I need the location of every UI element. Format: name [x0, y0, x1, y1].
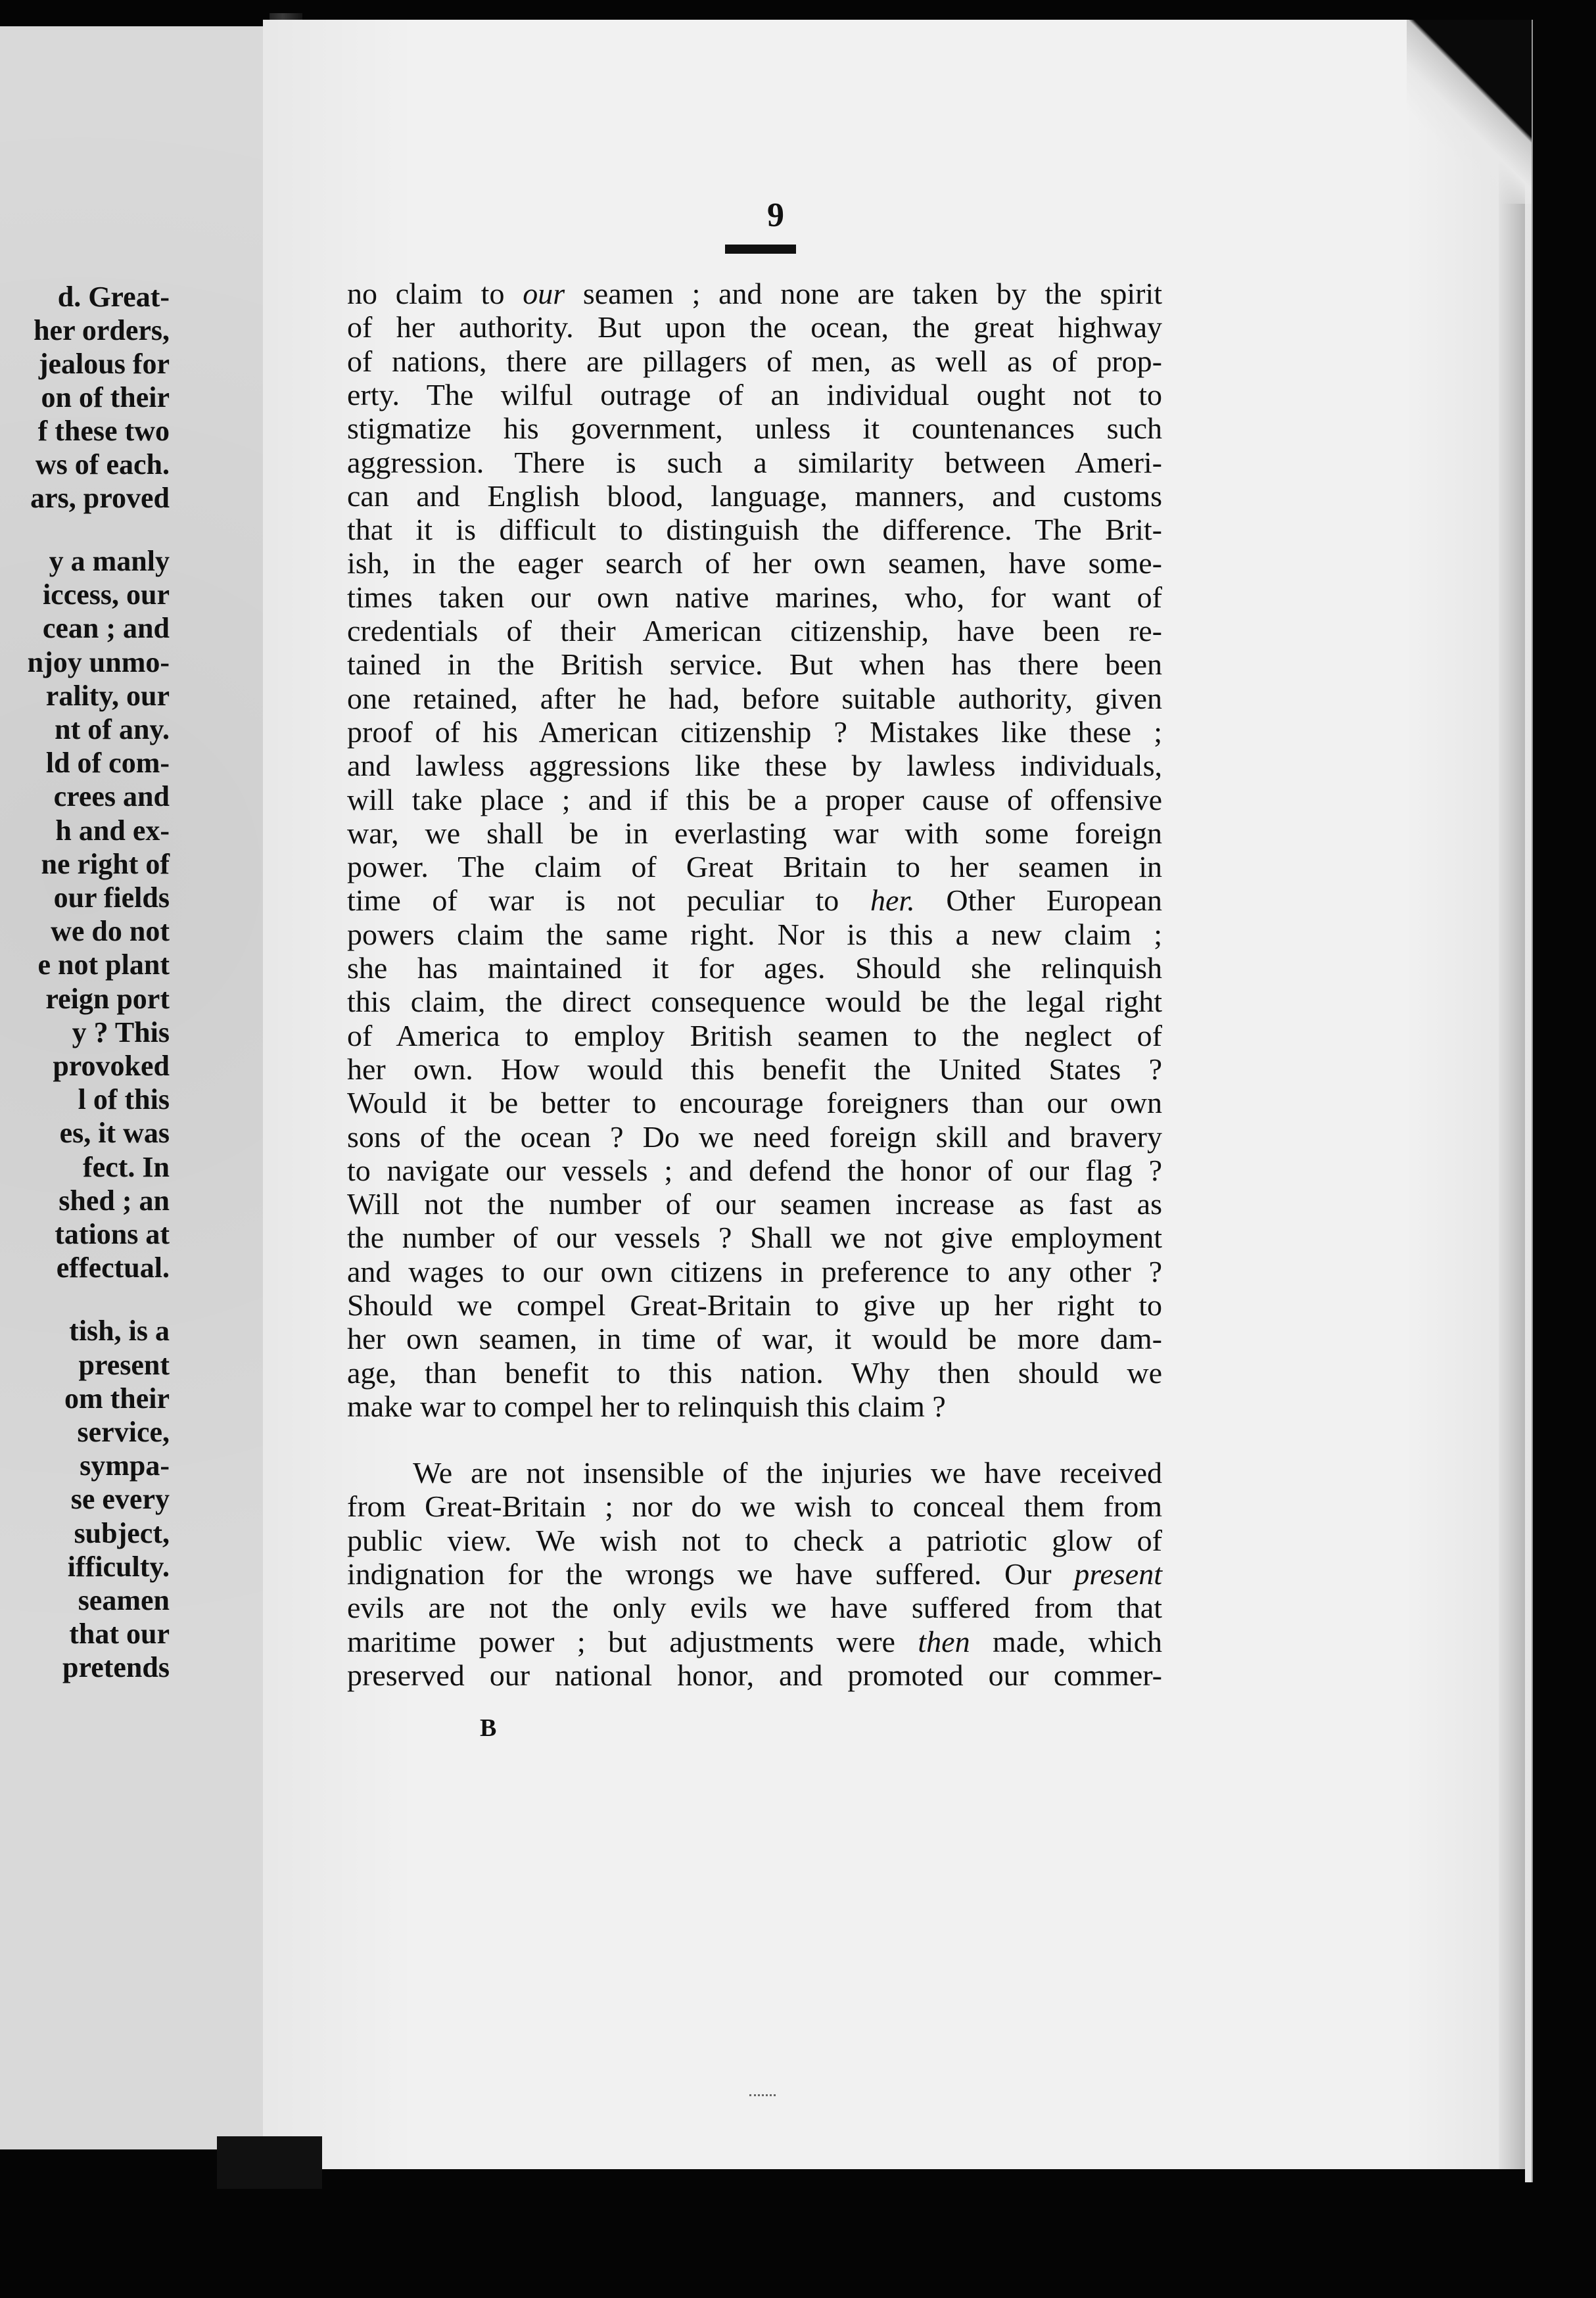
left-page-line: provoked: [53, 1050, 170, 1082]
left-page-line: es, it was: [59, 1117, 170, 1150]
body-text-line: war, we shall be in everlasting war with some foreign: [347, 816, 1162, 850]
left-page-line: seamen: [78, 1584, 170, 1616]
left-page-line: y ? This: [72, 1016, 170, 1048]
left-page-line: ars, proved: [30, 482, 170, 514]
body-text-line: evils are not the only evils we have suffered from that: [347, 1591, 1162, 1625]
body-text-line: maritime power ; but adjustments were then made, which: [347, 1624, 1162, 1658]
body-text-line: of her authority. But upon the ocean, the great highway: [347, 310, 1162, 344]
left-page-line: reign port: [45, 982, 170, 1015]
left-page-line: service,: [77, 1416, 170, 1448]
page-number: 9: [767, 197, 784, 234]
left-page-line: ne right of: [41, 847, 170, 880]
left-page-line: h and ex-: [55, 814, 170, 847]
left-page-line: sympa-: [80, 1449, 170, 1482]
body-text-line: she has maintained it for ages. Should she relinquish: [347, 951, 1162, 985]
left-page-line: ws of each.: [35, 448, 170, 481]
body-text-line: this claim, the direct consequence would be the legal right: [347, 985, 1162, 1019]
left-page-line: f these two: [37, 415, 170, 447]
body-text-line: her own. How would this benefit the United States ?: [347, 1052, 1162, 1086]
left-page-line: iccess, our: [42, 578, 170, 611]
body-text-line: indignation for the wrongs we have suffered. Our present: [347, 1557, 1162, 1591]
left-page-line: fect. In: [83, 1150, 170, 1183]
gutter-shadow: [217, 2136, 322, 2189]
body-text-line: one retained, after he had, before suitable authority, given: [347, 681, 1162, 715]
body-text-line: erty. The wilful outrage of an individual ought not to: [347, 377, 1162, 411]
left-page-line: that our: [69, 1618, 170, 1651]
body-text-line: to navigate our vessels ; and defend the honor of our flag ?: [347, 1153, 1162, 1187]
left-page-line: y a manly: [49, 545, 170, 577]
body-text-line: Would it be better to encourage foreigners than our own: [347, 1086, 1162, 1120]
left-page-line: pretends: [62, 1651, 170, 1684]
body-text-line: make war to compel her to relinquish this claim ?: [347, 1389, 946, 1423]
body-text-line: from Great-Britain ; nor do we wish to conceal them from: [347, 1489, 1162, 1524]
body-text-line: powers claim the same right. Nor is this a new claim ;: [347, 917, 1162, 951]
body-text-line: proof of his American citizenship ? Mistakes like these ;: [347, 715, 1162, 749]
scan-border-top: [0, 0, 1596, 20]
left-page-line: ifficulty.: [67, 1550, 170, 1583]
body-text-line: times taken our own native marines, who, for want of: [347, 580, 1162, 614]
body-text-line: the number of our vessels ? Shall we not give employment: [347, 1221, 1162, 1255]
left-page-line: crees and: [53, 780, 170, 813]
body-text-line: can and English blood, language, manners, and customs: [347, 479, 1162, 513]
body-text-line: no claim to our seamen ; and none are taken by the spirit: [347, 277, 1162, 310]
left-page-line: l of this: [78, 1083, 170, 1116]
body-text-line: We are not insensible of the injuries we have received: [413, 1456, 1162, 1489]
body-text-line: public view. We wish not to check a patriotic glow of: [347, 1523, 1162, 1557]
left-page-line: om their: [64, 1382, 170, 1415]
body-text-line: of nations, there are pillagers of men, as well as of prop-: [347, 344, 1162, 378]
body-text-line: credentials of their American citizenship, have been re-: [347, 614, 1162, 647]
left-page-line: njoy unmo-: [27, 645, 170, 678]
body-text-line: will take place ; and if this be a proper cause of offensive: [347, 782, 1162, 816]
left-page-line: cean ; and: [42, 612, 170, 645]
body-text-line: time of war is not peculiar to her. Other European: [347, 883, 1162, 918]
body-text-line: that it is difficult to distinguish the difference. The Brit-: [347, 513, 1162, 547]
body-text-line: stigmatize his government, unless it countenances such: [347, 411, 1162, 446]
body-text-line: and lawless aggressions like these by lawless individuals,: [347, 749, 1162, 783]
left-page-line: d. Great-: [57, 281, 170, 313]
body-text-line: aggression. There is such a similarity between Ameri-: [347, 445, 1162, 479]
left-page-line: on of their: [41, 381, 170, 413]
page-edge: [1499, 26, 1525, 2176]
left-page-line: tish, is a: [69, 1315, 170, 1348]
left-page-line: ld of com-: [45, 747, 170, 780]
body-text-line: age, than benefit to this nation. Why then should we: [347, 1355, 1162, 1390]
page-number-rule: [725, 245, 796, 254]
body-text-line: her own seamen, in time of war, it would be more dam-: [347, 1322, 1162, 1356]
left-page-line: present: [78, 1348, 170, 1381]
left-page-line: rality, our: [45, 679, 170, 712]
left-page-line: tations at: [55, 1218, 170, 1250]
left-page-line: jealous for: [38, 348, 170, 380]
folded-corner: [1407, 20, 1532, 204]
left-page-line: we do not: [51, 915, 170, 948]
left-page-line: her orders,: [34, 314, 170, 346]
left-page-line: se every: [70, 1483, 170, 1516]
stray-ink-mark: [749, 2094, 776, 2101]
left-page-line: subject,: [74, 1516, 170, 1549]
left-page-line: e not plant: [37, 949, 170, 981]
left-page-line: effectual.: [56, 1252, 170, 1284]
body-text-line: Will not the number of our seamen increase as fast as: [347, 1187, 1162, 1221]
body-text-line: sons of the ocean ? Do we need foreign skill and bravery: [347, 1119, 1162, 1154]
body-text-line: ish, in the eager search of her own seamen, have some-: [347, 546, 1162, 580]
body-text-line: tained in the British service. But when has there been: [347, 647, 1162, 682]
left-facing-page: [0, 26, 275, 2149]
body-text-line: and wages to our own citizens in preference to any other ?: [347, 1254, 1162, 1288]
body-text-line: power. The claim of Great Britain to her seamen in: [347, 850, 1162, 884]
left-page-line: nt of any.: [55, 713, 170, 745]
body-text-line: Should we compel Great-Britain to give up her right to: [347, 1288, 1162, 1322]
body-text-line: preserved our national honor, and promoted our commer-: [347, 1658, 1162, 1692]
body-text-line: of America to employ British seamen to the neglect of: [347, 1018, 1162, 1052]
left-page-line: our fields: [53, 881, 170, 914]
signature-mark: B: [480, 1714, 497, 1742]
left-page-line: shed ; an: [59, 1184, 170, 1217]
